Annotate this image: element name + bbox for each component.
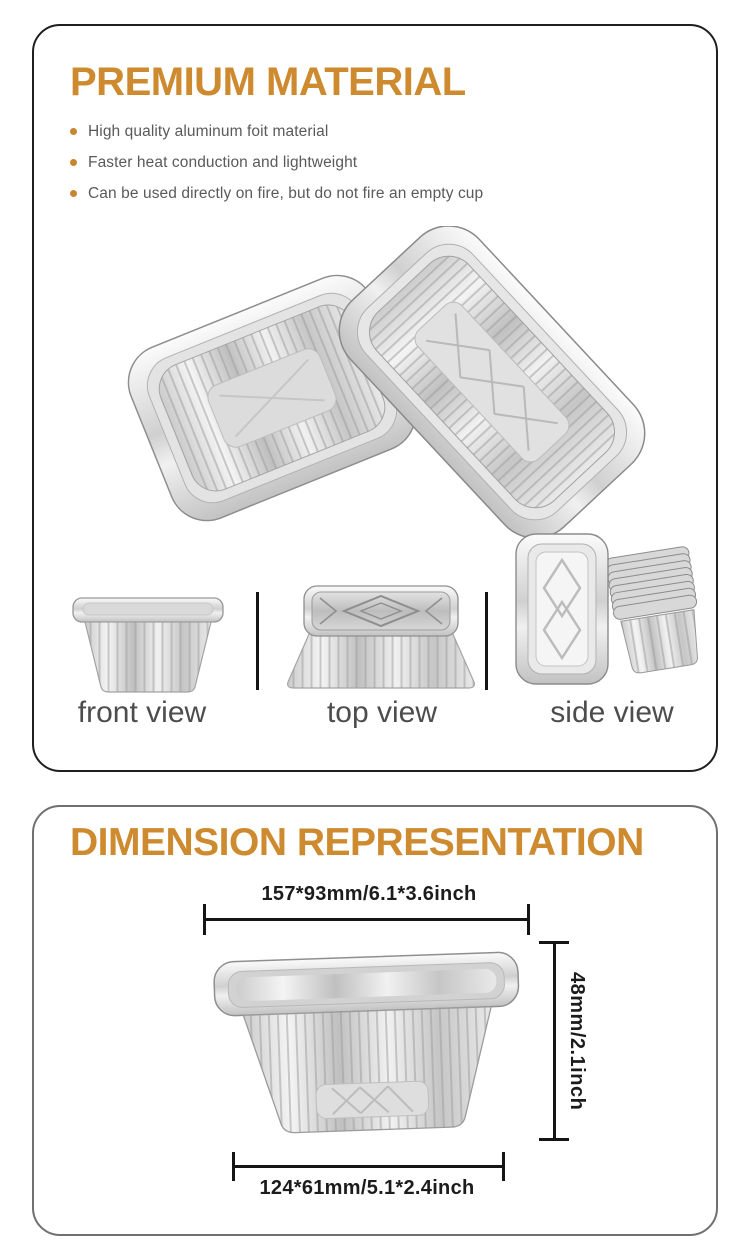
view-divider — [256, 592, 259, 690]
bullet-text: High quality aluminum foit material — [88, 122, 329, 140]
top-width-dimension-label: 157*93mm/6.1*3.6inch — [261, 883, 477, 905]
bullet-item — [70, 147, 483, 178]
front-view-label: front view — [77, 696, 207, 729]
top-view-image — [280, 576, 482, 692]
dimension-card — [32, 805, 718, 1236]
bullet-dot-icon — [70, 159, 77, 166]
side-view-image — [504, 528, 706, 692]
top-width-dimension-line — [203, 918, 530, 921]
bottom-width-dimension-line — [232, 1165, 505, 1168]
bullet-text: Faster heat conduction and lightweight — [88, 153, 358, 171]
product-photo-main — [100, 226, 660, 551]
bullet-dot-icon — [70, 128, 77, 135]
dimension-tick — [203, 904, 206, 935]
top-view-label: top view — [326, 696, 438, 729]
premium-section-title: PREMIUM MATERIAL — [70, 60, 466, 104]
bullet-item — [70, 116, 483, 147]
bottom-width-dimension-label: 124*61mm/5.1*2.4inch — [259, 1177, 475, 1199]
side-view-label: side view — [550, 696, 674, 729]
height-dimension-line — [553, 941, 556, 1141]
height-dimension-label: 48mm/2.1inch — [566, 971, 588, 1111]
dimension-tick — [527, 904, 530, 935]
bullet-dot-icon — [70, 190, 77, 197]
view-divider — [485, 592, 488, 690]
dimension-section-title: DIMENSION REPRESENTATION — [70, 821, 644, 864]
front-view-image — [68, 588, 228, 694]
feature-bullet-list — [70, 116, 483, 209]
premium-material-card — [32, 24, 718, 772]
bullet-text: Can be used directly on fire, but do not fire an empty cup — [88, 184, 484, 202]
bullet-item — [70, 178, 483, 209]
dimension-product-image — [202, 933, 534, 1135]
